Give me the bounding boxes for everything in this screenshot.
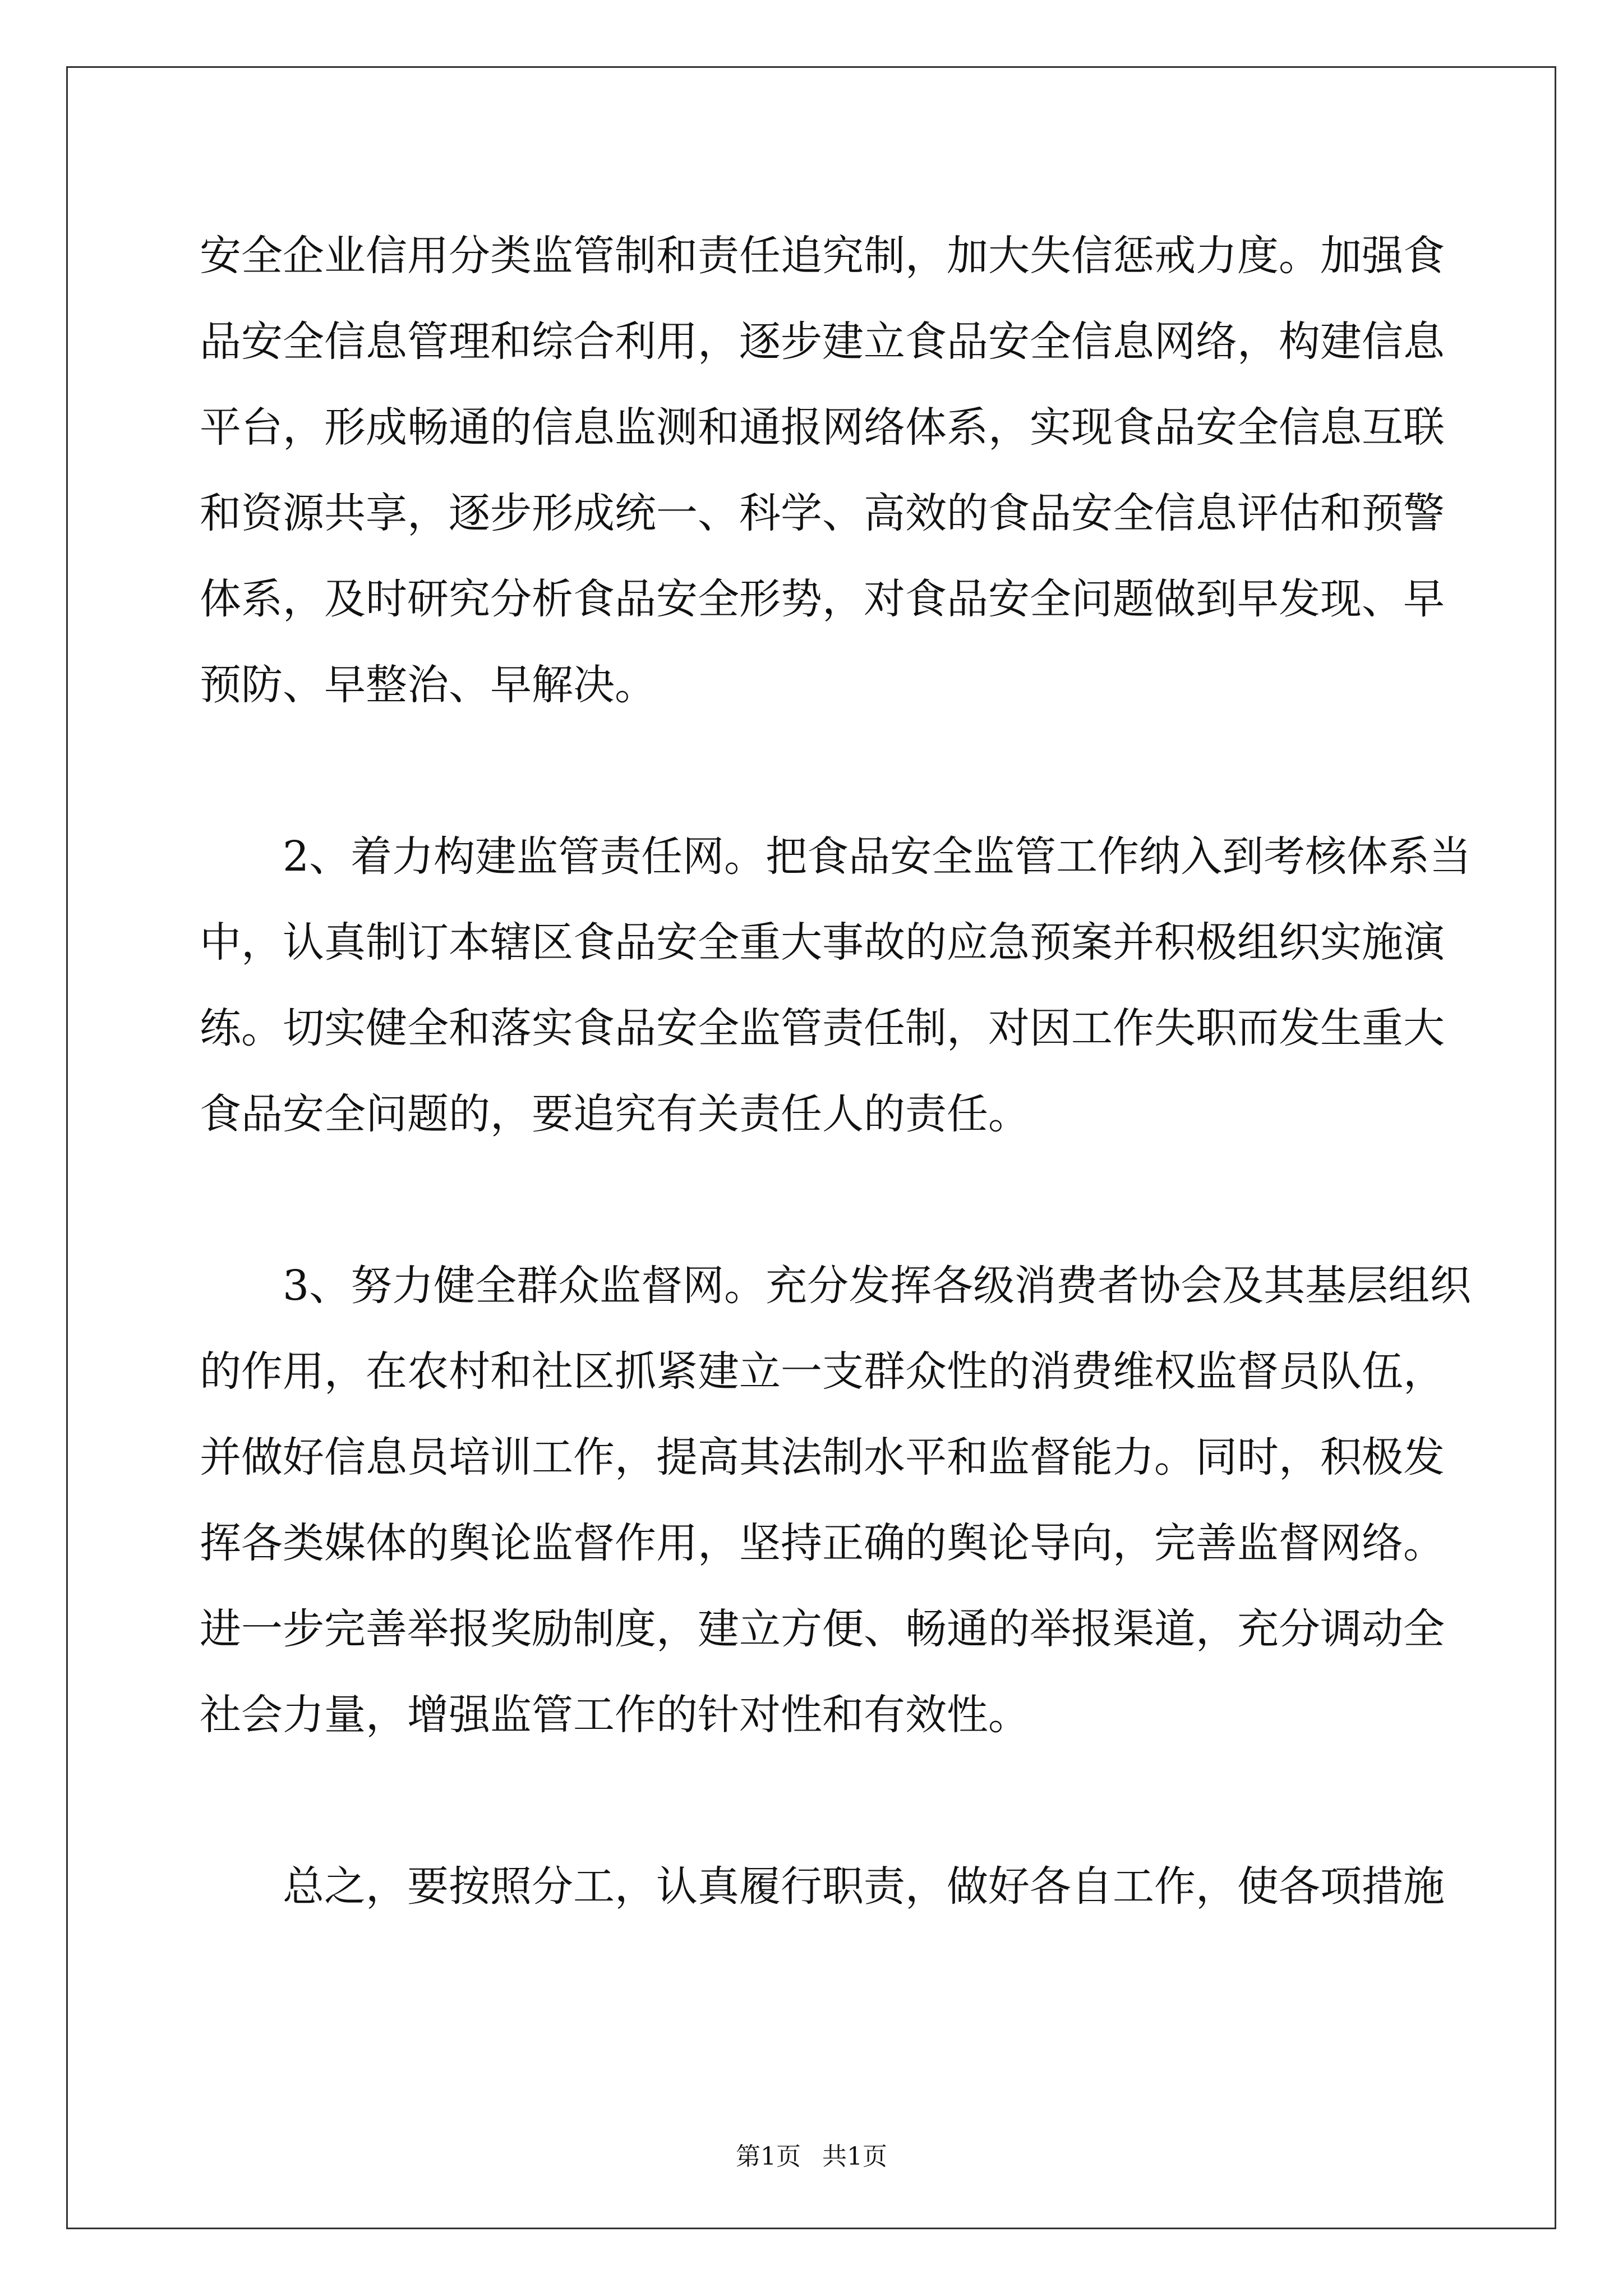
text-line: 的作用，在农村和社区抓紧建立一支群众性的消费维权监督员队伍， <box>200 1347 1445 1396</box>
text-line: 总之，要按照分工，认真履行职责，做好各自工作，使各项措施 <box>283 1862 1445 1911</box>
text-line: 2、着力构建监管责任网。把食品安全监管工作纳入到考核体系当 <box>283 832 1472 881</box>
text-line: 体系，及时研究分析食品安全形势，对食品安全问题做到早发现、早 <box>200 575 1445 623</box>
text-line: 挥各类媒体的舆论监督作用，坚持正确的舆论导向，完善监督网络。 <box>200 1519 1445 1567</box>
text-line: 预防、早整治、早解决。 <box>200 661 656 709</box>
paragraph-gap <box>200 1758 1422 1844</box>
text-line: 中，认真制订本辖区食品安全重大事故的应急预案并积极组织实施演 <box>200 918 1445 967</box>
text-line: 平台，形成畅通的信息监测和通报网络体系，实现食品安全信息互联 <box>200 403 1445 452</box>
document-body <box>200 213 1472 1930</box>
text-line: 品安全信息管理和综合利用，逐步建立食品安全信息网络，构建信息 <box>200 318 1445 366</box>
paragraph <box>200 814 1472 1157</box>
paragraph-gap <box>200 1157 1422 1243</box>
text-line: 练。切实健全和落实食品安全监管责任制，对因工作失职而发生重大 <box>200 1004 1445 1052</box>
paragraph-gap <box>200 728 1422 814</box>
text-line: 社会力量，增强监管工作的针对性和有效性。 <box>200 1691 1030 1739</box>
page-total: 共1页 <box>822 2142 887 2171</box>
text-line: 和资源共享，逐步形成统一、科学、高效的食品安全信息评估和预警 <box>200 489 1445 537</box>
paragraph <box>200 1243 1472 1758</box>
paragraph <box>200 1844 1445 1930</box>
paragraph <box>200 213 1445 728</box>
text-line: 食品安全问题的，要追究有关责任人的责任。 <box>200 1090 1030 1138</box>
text-line: 并做好信息员培训工作，提高其法制水平和监督能力。同时，积极发 <box>200 1433 1445 1481</box>
text-line: 进一步完善举报奖励制度，建立方便、畅通的举报渠道，充分调动全 <box>200 1605 1445 1653</box>
page-footer <box>0 2140 1623 2174</box>
text-line: 3、努力健全群众监督网。充分发挥各级消费者协会及其基层组织 <box>283 1262 1472 1310</box>
text-line: 安全企业信用分类监管制和责任追究制，加大失信惩戒力度。加强食 <box>200 232 1445 280</box>
page-number: 第1页 <box>736 2142 801 2171</box>
